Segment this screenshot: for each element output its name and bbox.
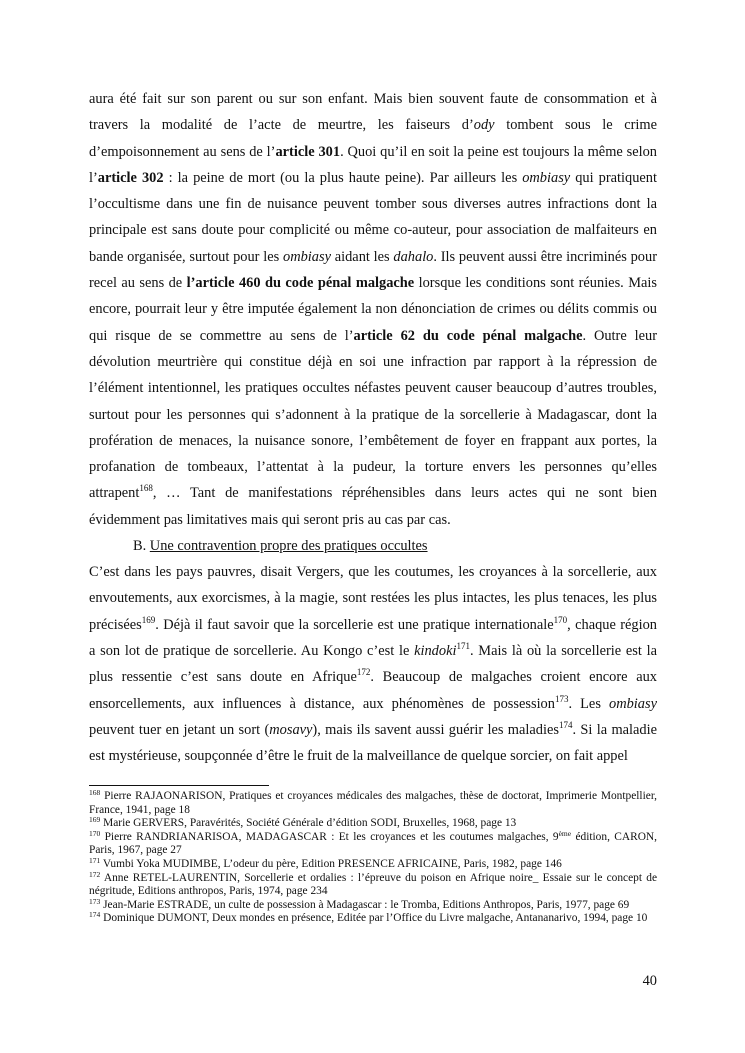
reference-article-460: l’article 460 du code pénal malgache xyxy=(186,275,415,292)
section-letter: B. xyxy=(133,538,150,555)
footnote-170: $^{170}$ Pierre RANDRIANARISOA, MADAGASCAR : Et les croyances et les coutumes malgaches, 9ème édition, CARON, Paris, 1967, page 27 xyxy=(89,828,657,857)
section-heading xyxy=(89,533,657,559)
reference-article-62: article 62 du code pénal malgache xyxy=(353,327,583,344)
paragraph-1: aura été fait sur son parent ou sur son enfant. Mais bien souvent faute de consommation et à travers la modalité de l’acte de meurtre, les faiseurs d’ody tombent sous le crime d’empoisonnement au sens de l’article 301. Quoi qu’il en soit la peine est toujours la même selon l’article 302 : la peine de mort (ou la plus haute peine). Par ailleurs les ombiasy qui pratiquent l’occultisme dans une fin de nuisance peuvent tomber sous diverses autres infractions dont la principale est sans doute pour complicité ou même co-auteur, pour association de malfaiteurs en bande organisée, surtout pour les ombiasy aidant les dahalo. Ils peuvent aussi être incriminés pour recel au sens de l’article 460 du code pénal malgache lorsque les conditions sont réunies. Mais encore, pourrait leur y être imputée également la non dénonciation de crimes ou délits commis ou qui risque de se commettre au sens de l’article 62 du code pénal malgache. Outre leur dévolution meurtrière qui constitue déjà en soi une infraction par rapport à la répression de l’élément intentionnel, les pratiques occultes néfastes peuvent causer beaucoup d’autres troubles, surtout pour les personnes qui s’adonnent à la pratique de la sorcellerie à Madagascar, dont la profération de menaces, la nuisance sonore, l’embêtement de foyer en frappant aux portes, la profanation de tombeaux, l’attentat à la pudeur, la torture envers les personnes qu’elles attrapent$^{168}$, … Tant de manifestations répréhensibles dans leurs actes qui ne sont bien évidemment pas limitatives mais qui seront pris au cas par cas. xyxy=(89,91,658,528)
footnote-ref-170[interactable]: 170 xyxy=(553,614,568,625)
footnote-separator xyxy=(89,785,269,786)
paragraph-2: C’est dans les pays pauvres, disait Vergers, que les coutumes, les croyances à la sorcellerie, aux envoutements, aux exorcismes, à la magie, sont restées les plus intactes, les plus tenaces, les plus précisées$^{169}$. Déjà il faut savoir que la sorcellerie est une pratique internationale$^{170}$, chaque région a son lot de pratique de sorcellerie. Au Kongo c’est le kindoki$^{171}$. Mais là où la sorcellerie est la plus ressentie c’est sans doute en Afrique$^{172}$. Beaucoup de malgaches croient encore aux ensorcellements, aux influences à distance, aux phénomènes de possession$^{173}$. Les ombiasy peuvent tuer en jetant un sort (mosavy), mais ils savent aussi guérir les maladies$^{174}$. Si la maladie est mystérieuse, soupçonnée d’être le fruit de la malveillance de quelque sorcier, on fait appel xyxy=(89,564,657,765)
footnote-171: $^{171}$ Vumbi Yoka MUDIMBE, L’odeur du père, Edition PRESENCE AFRICAINE, Paris, 1982, page 146 xyxy=(89,855,562,870)
page-number: 40 xyxy=(642,973,657,989)
footnote-ref-171[interactable]: 171 xyxy=(456,640,470,651)
footnote-172: $^{172}$ Anne RETEL-LAURENTIN, Sorcellerie et ordalies : l’épreuve du poison en Afrique noire_ Essaie sur le concept de négritude, Editions anthropos, Paris, 1974, page 234 xyxy=(89,869,657,898)
section-title: Une contravention propre des pratiques occultes xyxy=(149,538,428,555)
footnote-ref-174[interactable]: 174 xyxy=(558,719,573,730)
footnote-173: $^{173}$ Jean-Marie ESTRADE, un culte de possession à Madagascar : le Tromba, Editions Anthropos, Paris, 1977, page 69 xyxy=(89,896,630,911)
body-text xyxy=(89,86,657,769)
footnote-ref-172[interactable]: 172 xyxy=(356,667,371,678)
footnote-169: $^{169}$ Marie GERVERS, Paravérités, Société Générale d’édition SODI, Bruxelles, 1968, page 13 xyxy=(89,815,517,830)
footnotes xyxy=(89,790,657,926)
footnote-174: $^{174}$ Dominique DUMONT, Deux mondes en présence, Editée par l’Office du Livre malgache, Antananarivo, 1994, page 10 xyxy=(89,910,648,925)
reference-article-301: article 301 xyxy=(275,143,341,160)
footnote-ref-173[interactable]: 173 xyxy=(554,693,569,704)
footnote-ref-169[interactable]: 169 xyxy=(141,614,156,625)
footnote-168: $^{168}$ Pierre RAJAONARISON, Pratiques et croyances médicales des malgaches, thèse de doctorat, Imprimerie Montpellier, France, 1941, page 18 xyxy=(89,788,657,816)
footnote-ref-168[interactable]: 168 xyxy=(139,483,153,494)
reference-article-302: article 302 xyxy=(97,169,164,186)
